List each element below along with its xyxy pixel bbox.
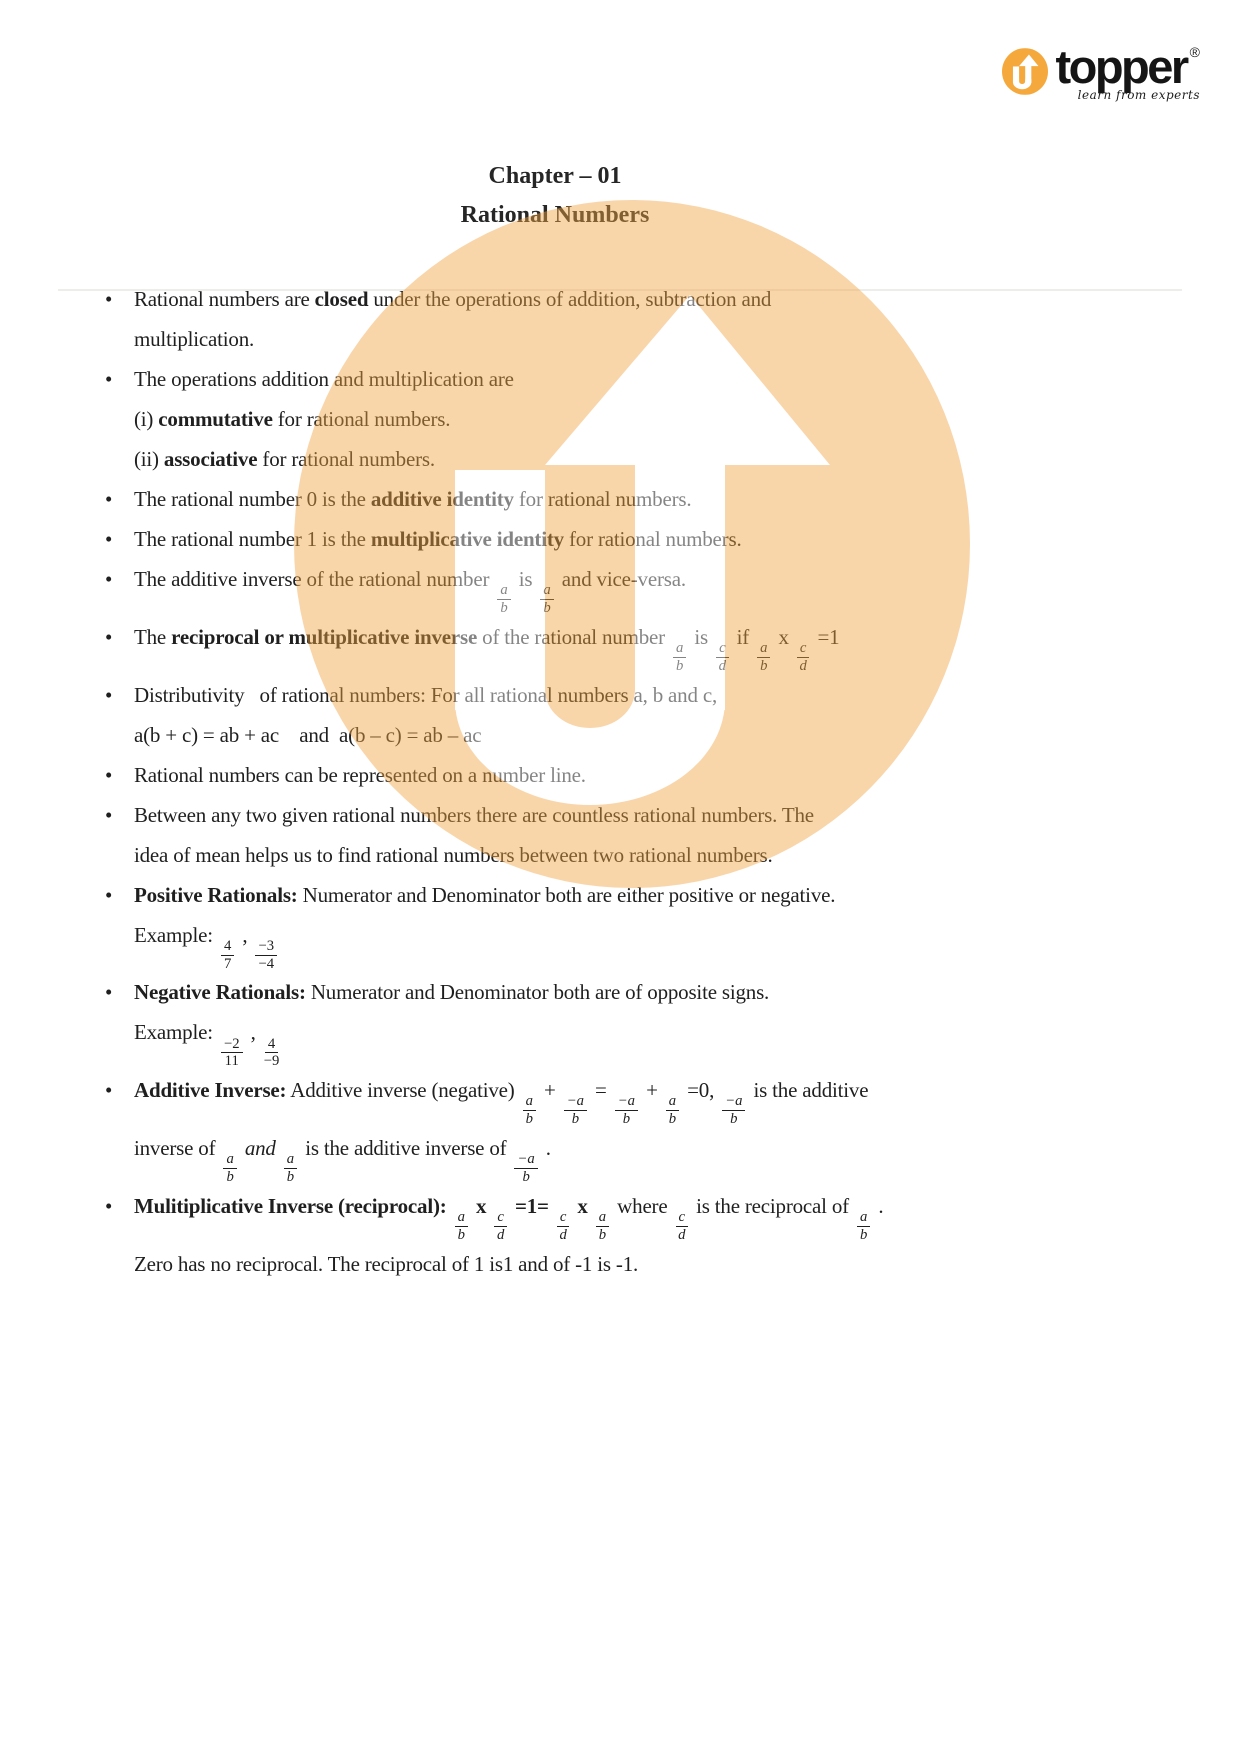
brand-wordmark-block <box>1055 42 1200 102</box>
bullet-dot: • <box>105 882 113 907</box>
bullet-dot: • <box>105 762 113 787</box>
list-item <box>105 479 1145 519</box>
list-item-text: The reciprocal or multiplicative inverse of the rational number $\frac{a}{b}$ is $\frac{c}{d}$ if $\frac{a}{b}$ x $\frac{c}{d}$ =1 <box>134 624 840 674</box>
list-item-text: The rational number 0 is the additive identity for rational numbers. <box>134 487 692 511</box>
list-item-text: Between any two given rational numbers there are countless rational numbers. The idea of mean helps us to find rational numbers between two rational numbers. <box>134 802 814 867</box>
brand-tagline: learn from experts <box>1077 88 1200 103</box>
list-item <box>105 1186 1145 1284</box>
bullet-dot: • <box>105 527 113 551</box>
bullet-dot: • <box>105 980 113 1005</box>
list-item-text: The operations addition and multiplication are (i) commutative for rational numbers. (ii) associative for rational numbers. <box>134 367 514 471</box>
registered-mark: ® <box>1189 44 1200 60</box>
list-item-text: Negative Rationals: Numerator and Denominator both are of opposite signs. Example: $\frac{-2}{11}$ , $\frac{4}{-9}$ <box>134 980 770 1070</box>
list-item <box>105 559 1145 617</box>
list-item-text: Rational numbers can be represented on a number line. <box>134 762 586 787</box>
bullet-dot: • <box>105 802 113 827</box>
list-item-text: Rational numbers are closed under the operations of addition, subtraction and multiplication. <box>134 287 772 351</box>
list-item-text: Additive Inverse: Additive inverse (negative) $\frac{a}{b}$ + $\frac{-a}{b}$ = $\frac{-a}{b}$ + $\frac{a}{b}$ =0, $\frac{-a}{b}$ is the additive inverse of $\frac{a}{b}$ and $\frac{a}{b}$ is the additive inverse of $\frac{-a}{b}$ . <box>134 1078 869 1186</box>
list-item-text: The rational number 1 is the multiplicative identity for rational numbers. <box>134 527 742 551</box>
list-item <box>105 279 1145 359</box>
list-item <box>105 675 1145 755</box>
bullet-dot: • <box>105 624 113 649</box>
bullet-dot: • <box>105 1193 113 1218</box>
list-item <box>105 755 1145 795</box>
bullet-dot: • <box>105 367 113 391</box>
list-item-text: The additive inverse of the rational number $\frac{a}{b}$ is $\frac{a}{b}$ and vice-versa. <box>134 567 686 616</box>
list-item <box>105 875 1145 973</box>
bullet-dot: • <box>105 487 113 511</box>
list-item <box>105 972 1145 1070</box>
bullet-dot: • <box>105 567 113 591</box>
bullet-list <box>105 279 1145 1284</box>
bullet-dot: • <box>105 1078 113 1103</box>
page-title: Rational Numbers <box>460 202 650 228</box>
list-item-text: Mulitiplicative Inverse (reciprocal): $\frac{a}{b}$ x $\frac{c}{d}$ =1= $\frac{c}{d}$ x $\frac{a}{b}$ where $\frac{c}{d}$ is the reciprocal of $\frac{a}{b}$ . Zero has no reciprocal. The reciprocal of 1 is1 and of -1 is -1. <box>134 1193 884 1276</box>
list-item <box>105 617 1145 675</box>
brand-logo <box>1002 42 1200 102</box>
chapter-title: Chapter – 01 <box>488 163 622 189</box>
list-item <box>105 359 1145 479</box>
list-item-text: Distributivity of rational numbers: For all rational numbers a, b and c, a(b + c) = ab + ac and a(b – c) = ab – ac <box>134 682 717 747</box>
bullet-dot: • <box>105 287 113 311</box>
list-item <box>105 795 1145 875</box>
bullet-dot: • <box>105 682 113 707</box>
brand-wordmark: topper <box>1055 40 1187 93</box>
list-item <box>105 519 1145 559</box>
u-arrow-logo-icon <box>1002 48 1048 95</box>
list-item <box>105 1070 1145 1186</box>
list-item-text: Positive Rationals: Numerator and Denominator both are either positive or negative. Example: $\frac{4}{7}$ , $\frac{-3}{-4}$ <box>134 882 836 972</box>
